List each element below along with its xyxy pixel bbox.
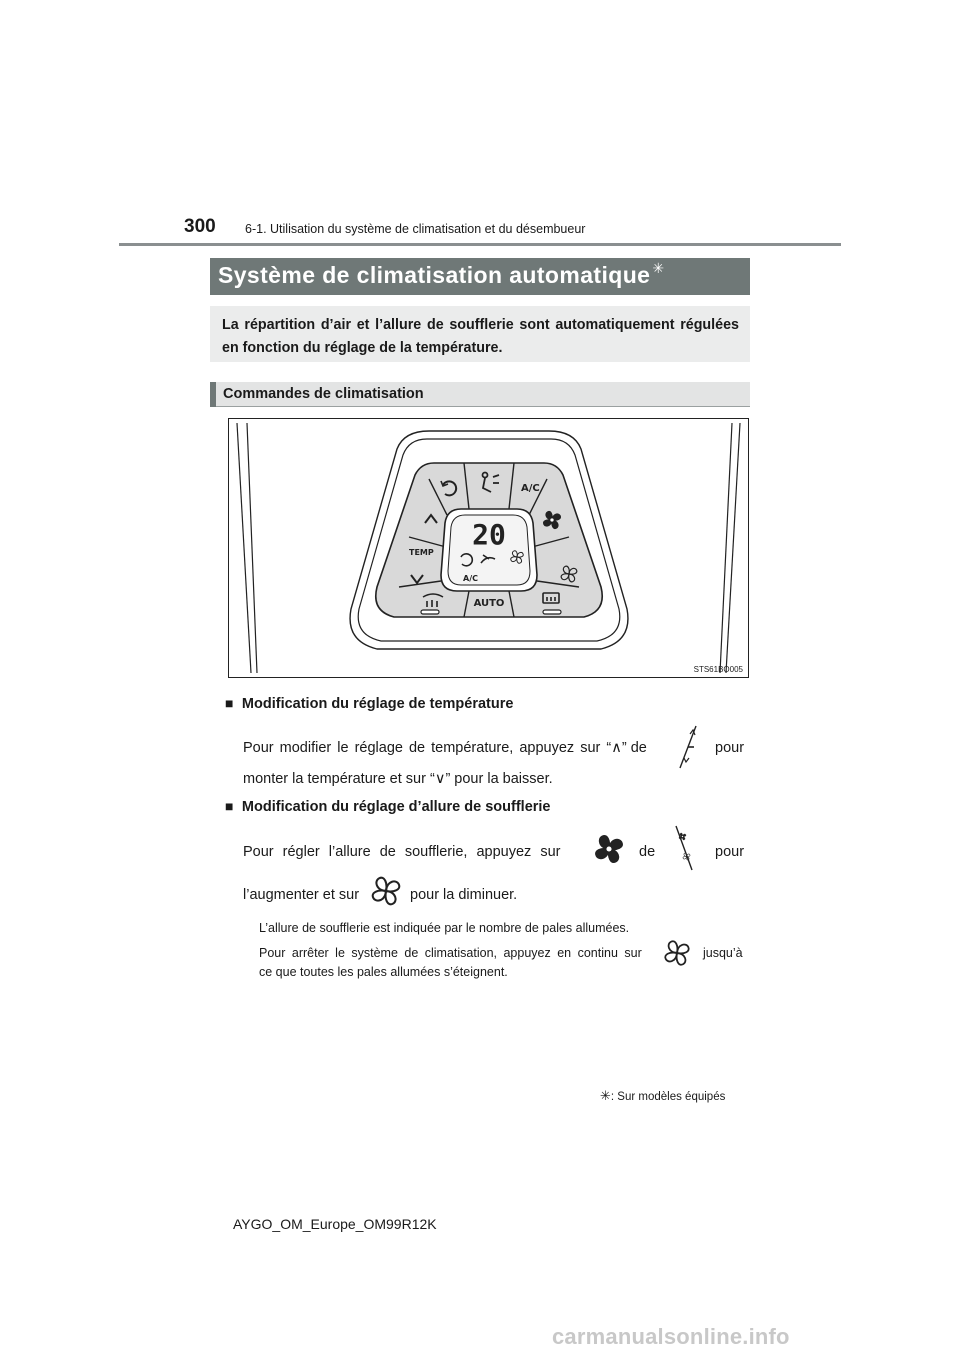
temp-up-symbol: ∧ xyxy=(611,740,622,756)
watermark: carmanualsonline.info xyxy=(552,1324,790,1349)
document-code: AYGO_OM_Europe_OM99R12K xyxy=(233,1216,437,1232)
footnote xyxy=(600,1088,725,1104)
chapter-label: 6-1. Utilisation du système de climatisation et du désembueur xyxy=(245,222,586,236)
fan-switch-icon xyxy=(670,824,696,872)
temperature-line2-a: monter la température et sur “ xyxy=(243,771,435,787)
fan-note2-c: ce que toutes les pales allumées s’éteignent. xyxy=(259,965,508,979)
section-title xyxy=(218,262,665,289)
fan-heading-text: Modification du réglage d’allure de soufflerie xyxy=(241,799,551,815)
fan-line1-b: de xyxy=(639,844,656,860)
optional-equipment-mark: ✳ xyxy=(652,260,665,276)
ac-button-label: A/C xyxy=(521,483,540,494)
fan-note2-a: Pour arrêter le système de climatisation, appuyez en continu sur xyxy=(259,946,642,960)
fan-note1: L’allure de soufflerie est indiquée par le nombre de pales allumées. xyxy=(259,921,630,935)
header-rule xyxy=(119,243,841,246)
temperature-line1 xyxy=(243,740,647,756)
fan-decrease-icon xyxy=(561,566,577,582)
control-panel-illustration xyxy=(229,419,748,677)
temperature-line1-c: pour xyxy=(715,740,745,756)
temp-label: TEMP xyxy=(409,548,434,557)
temperature-heading-text: Modification du réglage de température xyxy=(241,696,514,712)
display-fan-icon xyxy=(511,551,524,564)
temp-down-symbol: ∨ xyxy=(434,771,446,787)
fan-line1-c: pour xyxy=(715,844,745,860)
fan-line2-a: l’augmenter et sur xyxy=(243,887,360,903)
subsection-title: Commandes de climatisation xyxy=(223,386,424,402)
temp-switch-icon xyxy=(676,724,702,770)
display-ac-label: A/C xyxy=(463,574,478,583)
control-panel-figure xyxy=(228,418,749,678)
temperature-line1-b: ” de xyxy=(621,740,647,756)
temperature-line2-b: ” pour la baisser. xyxy=(445,771,553,787)
temperature-heading xyxy=(225,695,513,713)
footnote-mark: ✳ xyxy=(600,1088,611,1103)
fan-increase-icon xyxy=(543,511,560,528)
section-title-text: Système de climatisation automatique xyxy=(218,262,651,288)
footnote-text: : Sur modèles équipés xyxy=(610,1091,726,1103)
fan-bullet: ■ xyxy=(225,798,234,814)
fan-high-inline-icon xyxy=(592,832,626,866)
display-temperature: 20 xyxy=(472,518,506,551)
fan-note2-b: jusqu’à xyxy=(703,946,743,960)
intro-text: La répartition d’air et l’allure de soufflerie sont automatiquement régulées en fonction du réglage de la température. xyxy=(222,317,739,356)
fan-low-note-icon xyxy=(662,938,692,968)
subsection-accent xyxy=(210,382,216,407)
temperature-bullet: ■ xyxy=(225,695,234,711)
auto-button-label: AUTO xyxy=(473,598,505,609)
fan-heading xyxy=(225,798,551,816)
fan-low-inline-icon xyxy=(369,874,403,908)
figure-code: STS61BO005 xyxy=(693,665,743,674)
temperature-line2 xyxy=(243,771,553,787)
fan-line1-a: Pour régler l’allure de soufflerie, appuyez sur xyxy=(243,844,561,860)
page-number: 300 xyxy=(184,216,216,237)
temperature-line1-a: Pour modifier le réglage de température, appuyez sur “ xyxy=(243,740,612,756)
fan-line2-b: pour la diminuer. xyxy=(410,887,518,903)
